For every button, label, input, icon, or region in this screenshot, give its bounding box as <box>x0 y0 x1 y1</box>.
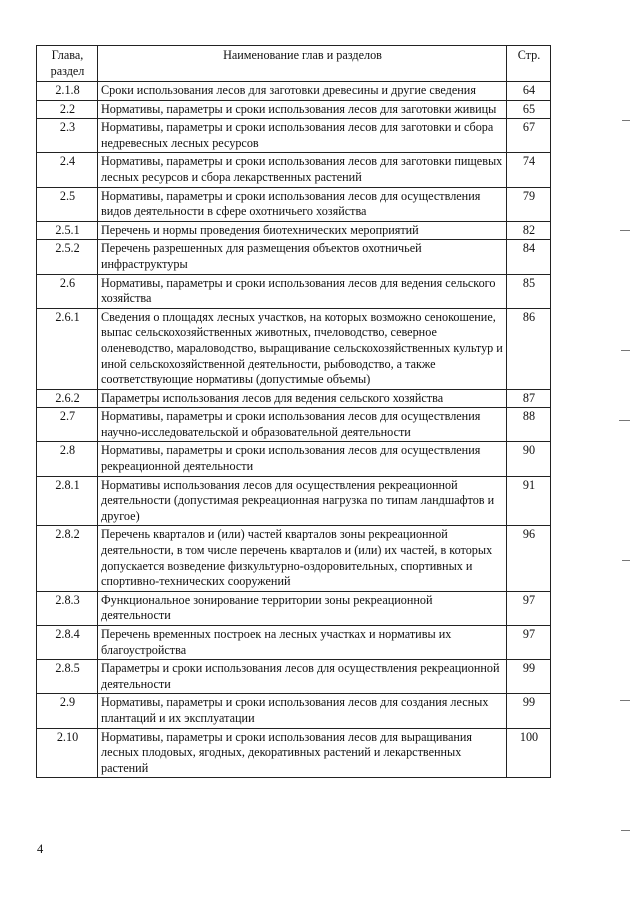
header-page: Стр. <box>507 46 551 82</box>
section-title: Нормативы, параметры и сроки использования лесов для выращивания лесных плодовых, ягодных, декоративных растений и лекарственных растений <box>98 728 507 778</box>
page-reference: 100 <box>507 728 551 778</box>
chapter-number: 2.10 <box>37 728 98 778</box>
page-reference: 84 <box>507 240 551 274</box>
chapter-number: 2.8 <box>37 442 98 476</box>
chapter-number: 2.6.2 <box>37 389 98 408</box>
section-title: Перечень временных построек на лесных участках и нормативы их благоустройства <box>98 626 507 660</box>
page-reference: 86 <box>507 308 551 389</box>
table-row <box>37 442 551 476</box>
chapter-number: 2.8.5 <box>37 660 98 694</box>
section-title: Сведения о площадях лесных участков, на которых возможно сенокошение, выпас сельскохозяйственных животных, пчеловодство, северное оленеводство, мараловодство, выращивание сельскохозяйственных культур и иной сельскохозяйственной деятельности, рыбоводство, а также соответствующие нормативы (допустимые объемы) <box>98 308 507 389</box>
page-reference: 79 <box>507 187 551 221</box>
table-row <box>37 274 551 308</box>
table-row <box>37 389 551 408</box>
table-row <box>37 100 551 119</box>
chapter-number: 2.3 <box>37 119 98 153</box>
section-title: Нормативы, параметры и сроки использования лесов для осуществления рекреационной деятельности <box>98 442 507 476</box>
section-title: Нормативы, параметры и сроки использования лесов для ведения сельского хозяйства <box>98 274 507 308</box>
scan-mark <box>620 700 630 701</box>
section-title: Перечень и нормы проведения биотехнических мероприятий <box>98 221 507 240</box>
chapter-number: 2.8.4 <box>37 626 98 660</box>
chapter-number: 2.5.2 <box>37 240 98 274</box>
section-title: Перечень разрешенных для размещения объектов охотничьей инфраструктуры <box>98 240 507 274</box>
header-chapter: Глава, раздел <box>37 46 98 82</box>
chapter-number: 2.5.1 <box>37 221 98 240</box>
table-row <box>37 308 551 389</box>
scan-mark <box>622 560 630 561</box>
section-title: Нормативы, параметры и сроки использования лесов для заготовки пищевых лесных ресурсов и сбора лекарственных растений <box>98 153 507 187</box>
page-reference: 97 <box>507 626 551 660</box>
section-title: Нормативы, параметры и сроки использования лесов для заготовки живицы <box>98 100 507 119</box>
chapter-number: 2.8.2 <box>37 526 98 591</box>
scan-mark <box>622 120 630 121</box>
table-row <box>37 240 551 274</box>
chapter-number: 2.8.1 <box>37 476 98 526</box>
page-reference: 74 <box>507 153 551 187</box>
header-title: Наименование глав и разделов <box>98 46 507 82</box>
page-reference: 96 <box>507 526 551 591</box>
chapter-number: 2.8.3 <box>37 591 98 625</box>
section-title: Функциональное зонирование территории зоны рекреационной деятельности <box>98 591 507 625</box>
table-header-row <box>37 46 551 82</box>
page-reference: 91 <box>507 476 551 526</box>
table-row <box>37 408 551 442</box>
page-reference: 87 <box>507 389 551 408</box>
scan-mark <box>621 350 630 351</box>
page-reference: 64 <box>507 82 551 101</box>
table-row <box>37 526 551 591</box>
chapter-number: 2.6.1 <box>37 308 98 389</box>
table-row <box>37 119 551 153</box>
page-reference: 88 <box>507 408 551 442</box>
table-row <box>37 591 551 625</box>
table-row <box>37 728 551 778</box>
chapter-number: 2.2 <box>37 100 98 119</box>
table-row <box>37 694 551 728</box>
chapter-number: 2.1.8 <box>37 82 98 101</box>
page-reference: 85 <box>507 274 551 308</box>
page-reference: 82 <box>507 221 551 240</box>
table-of-contents <box>36 45 551 778</box>
table-row <box>37 82 551 101</box>
scan-mark <box>621 830 630 831</box>
page-reference: 99 <box>507 694 551 728</box>
table-row <box>37 153 551 187</box>
section-title: Нормативы, параметры и сроки использования лесов для осуществления видов деятельности в сфере охотничьего хозяйства <box>98 187 507 221</box>
chapter-number: 2.7 <box>37 408 98 442</box>
page-reference: 90 <box>507 442 551 476</box>
chapter-number: 2.5 <box>37 187 98 221</box>
section-title: Перечень кварталов и (или) частей кварталов зоны рекреационной деятельности, в том числе перечень кварталов и (или) их частей, в которых допускается возведение физкультурно-оздоровительных, спортивных и спортивно-технических сооружений <box>98 526 507 591</box>
table-row <box>37 476 551 526</box>
table-row <box>37 221 551 240</box>
table-row <box>37 660 551 694</box>
chapter-number: 2.9 <box>37 694 98 728</box>
section-title: Сроки использования лесов для заготовки древесины и другие сведения <box>98 82 507 101</box>
scan-mark <box>619 420 630 421</box>
table-body <box>37 82 551 778</box>
page-reference: 67 <box>507 119 551 153</box>
section-title: Нормативы, параметры и сроки использования лесов для осуществления научно-исследовательской и образовательной деятельности <box>98 408 507 442</box>
section-title: Параметры и сроки использования лесов для осуществления рекреационной деятельности <box>98 660 507 694</box>
page-reference: 65 <box>507 100 551 119</box>
page-reference: 97 <box>507 591 551 625</box>
chapter-number: 2.6 <box>37 274 98 308</box>
table-row <box>37 626 551 660</box>
section-title: Нормативы, параметры и сроки использования лесов для создания лесных плантаций и их эксплуатации <box>98 694 507 728</box>
page-number: 4 <box>37 842 44 856</box>
scan-mark <box>620 230 630 231</box>
page-reference: 99 <box>507 660 551 694</box>
table-row <box>37 187 551 221</box>
section-title: Нормативы, параметры и сроки использования лесов для заготовки и сбора недревесных лесных ресурсов <box>98 119 507 153</box>
section-title: Параметры использования лесов для ведения сельского хозяйства <box>98 389 507 408</box>
chapter-number: 2.4 <box>37 153 98 187</box>
section-title: Нормативы использования лесов для осуществления рекреационной деятельности (допустимая рекреационная нагрузка по типам ландшафтов и другое) <box>98 476 507 526</box>
